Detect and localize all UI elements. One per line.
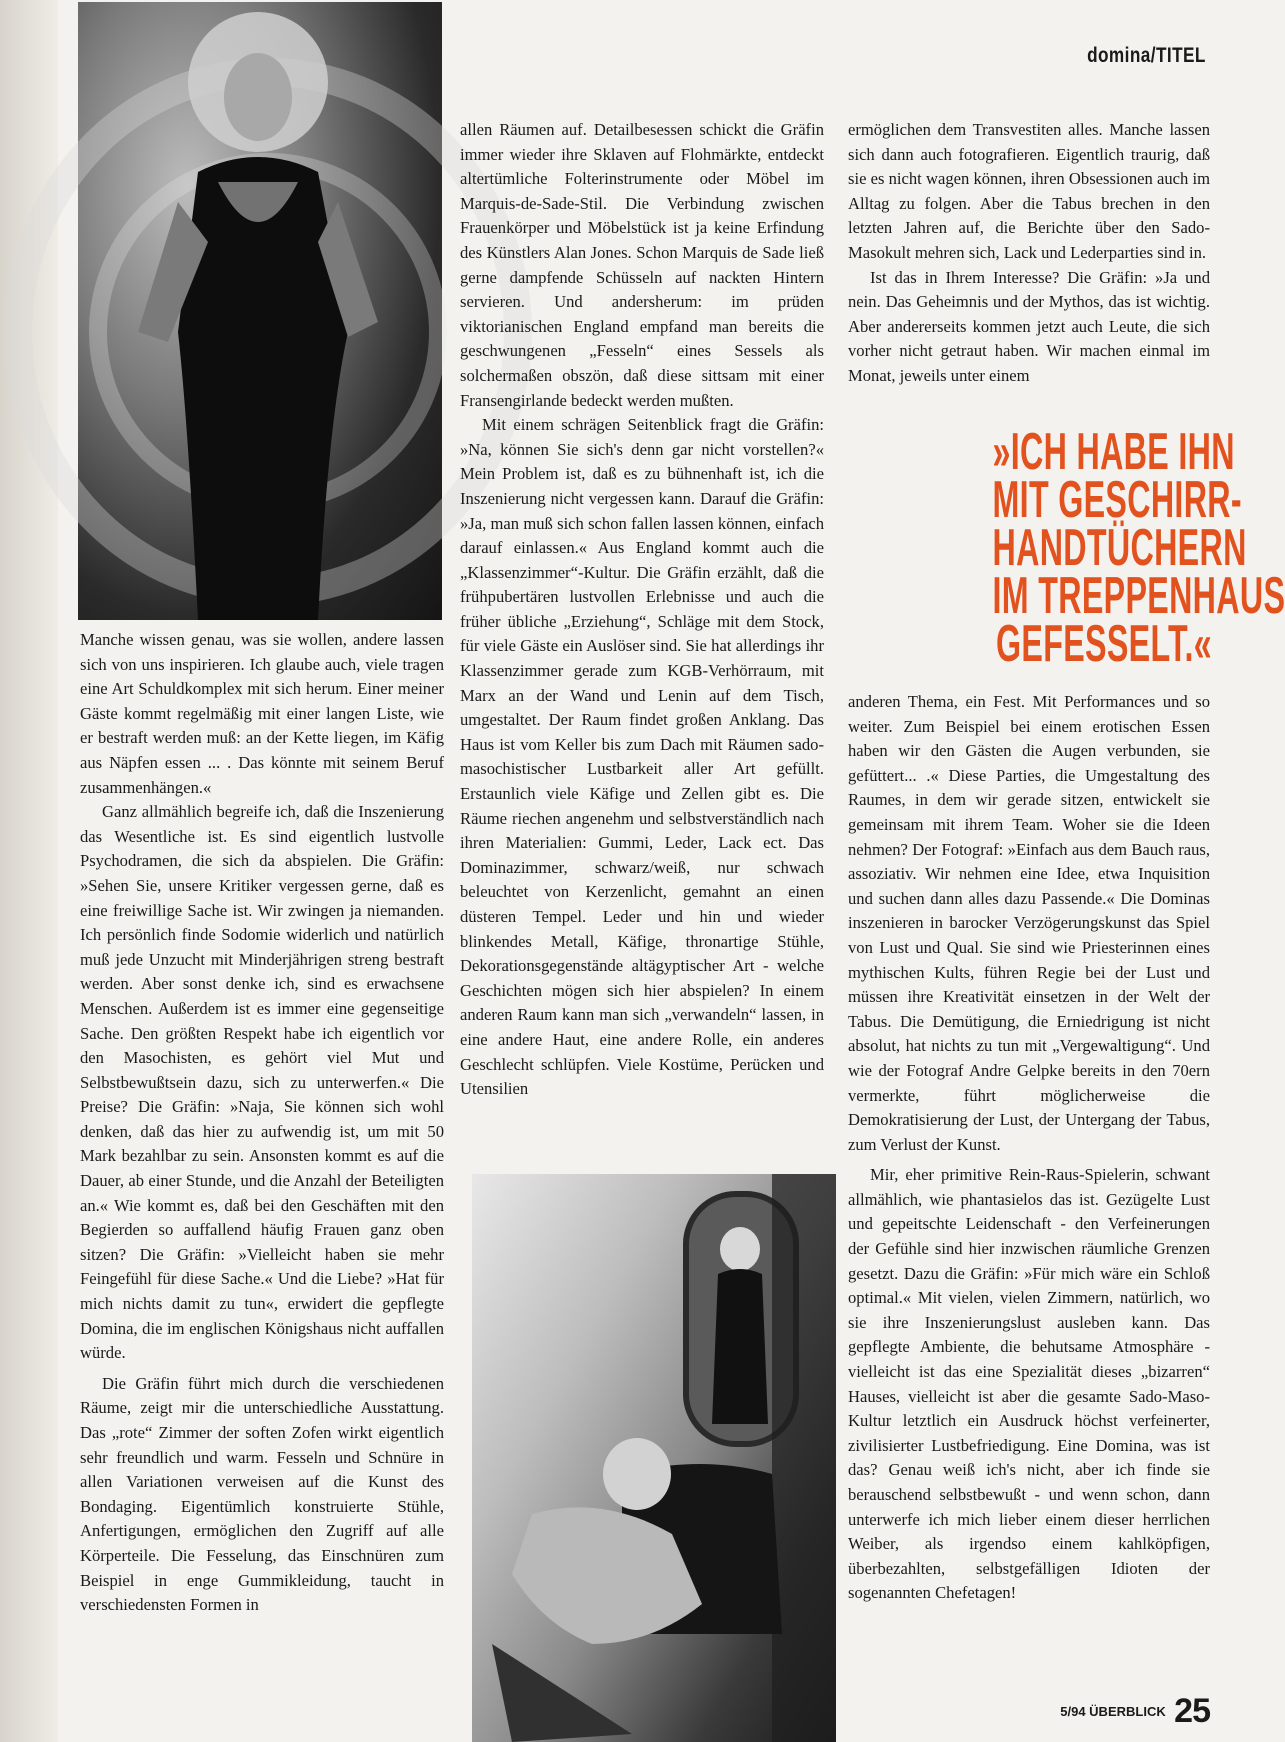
paragraph: allen Räumen auf. Detailbesessen schickt die Gräfin immer wieder ihre Sklaven auf Flohmärkte, entdeckt altertümliche Folterinstrumente oder Möbel im Marquis-de-Sade-Stil. Die Verbindung zwischen Frauenkörper und Möbelstück ist ja keine Erfindung des Künstlers Alan Jones. Schon Marquis de Sade ließ gerne dampfende Schüsseln auf nackten Hintern servieren. Und andersherum: im prüden viktorianischen England empfand man bereits die geschwungenen „Fesseln“ eines Sessels als solchermaßen obszön, daß diese sittsam mit einer Fransengirlande bedeckt werden mußten.	[460, 120, 824, 410]
paragraph: Manche wissen genau, was sie wollen, andere lassen sich von uns inspirieren. Ich glaube auch, viele tragen eine Art Schuldkomplex mit sich herum. Einer meiner Gäste kommt regelmäßig mit einer langen Liste, wie er bestraft werden muß: an der Kette liegen, im Käfig aus Näpfen essen ... . Das könnte mit seinem Beruf zusammenhängen.«	[80, 630, 444, 797]
pull-quote-line: MIT GESCHIRR-	[992, 471, 1242, 529]
paragraph: anderen Thema, ein Fest. Mit Performances und so weiter. Zum Beispiel bei einem erotischen Essen haben wir den Gästen die Augen verbunden, sie gefüttert... .« Diese Parties, die Umgestaltung des Raumes, in dem wir gerade sitzen, entwickelt sie gemeinsam mit ihrem Team. Woher sie die Ideen nehmen? Der Fotograf: »Einfach aus dem Bauch raus, assoziativ. Wir nehmen eine Idee, etwa Inquisition und suchen dann alles dazu Passende.« Die Dominas inszenieren in barocker Verzögerungskunst das Spiel von Lust und Qual. Sie sind wie Priesterinnen eines mythischen Kults, führen Regie bei der Lust und müssen ihre Kreativität einsetzen in der Welt der Tabus. Die Demütigung, die Erniedrigung ist nicht absolut, hat nichts zu tun mit „Vergewaltigung“. Und wie der Fotograf Andre Gelpke bereits in den 70ern vermerkte, führt möglicherweise die Demokratisierung der Lust, der Untergang der Tabus, zum Verlust der Kunst.	[848, 692, 1210, 1154]
pull-quote-line: GEFESSELT.«	[995, 615, 1212, 673]
paragraph: Ist das in Ihrem Interesse? Die Gräfin: »Ja und nein. Das Geheimnis und der Mythos, das ist wichtig. Aber andererseits kommen jetzt auch Leute, die sich vorher nicht getraut haben. Wir machen einmal im Monat, jeweils unter einem	[848, 267, 1210, 385]
article-column-1	[80, 628, 444, 1618]
portrait-photo-icon	[78, 2, 442, 620]
pull-quote-line: HANDTÜCHERN	[992, 519, 1247, 577]
pull-quote-line: IM TREPPENHAUS	[992, 567, 1285, 625]
pull-quote-line: »ICH HABE IHN	[992, 423, 1235, 481]
article-column-2	[460, 118, 824, 1102]
page-folio	[1060, 1692, 1210, 1731]
paragraph: ermöglichen dem Transvestiten alles. Manche lassen sich dann auch fotografieren. Eigentlich traurig, daß sie es nicht wagen können, ihren Obsessionen auch im Alltag zu folgen. Aber die Tabus brechen in den letzten Jahren auf, die Berichte über den Sado-Masokult mehren sich, Lack und Lederparties sind in.	[848, 120, 1210, 262]
paragraph: Die Gräfin führt mich durch die verschiedenen Räume, zeigt mir die unterschiedliche Ausstattung. Das „rote“ Zimmer der soften Zofen wirkt eigentlich sehr freundlich und warm. Fesseln und Schnüre in allen Variationen verweisen auf die Kunst des Bondaging. Eigentümlich konstruierte Stühle, Anfertigungen, ermöglichen den Zugriff auf alle Körperteile. Die Fesselung, das Einschnüren zum Beispiel in enge Gummikleidung, taucht in verschiedensten Formen in	[80, 1373, 444, 1615]
article-column-3-bottom	[848, 690, 1210, 1606]
issue-label: 5/94 ÜBERBLICK	[1060, 1704, 1166, 1719]
mirror-scene-photo	[472, 1174, 836, 1742]
page-number: 25	[1174, 1692, 1210, 1730]
pull-quote	[992, 423, 1285, 673]
portrait-photo	[78, 2, 442, 620]
section-label: domina/TITEL	[1087, 44, 1206, 67]
article-column-3-top	[848, 118, 1210, 389]
paragraph: Ganz allmählich begreife ich, daß die Inszenierung das Wesentliche ist. Es sind eigentlich lustvolle Psychodramen, die sich da abspielen. Die Gräfin: »Sehen Sie, unsere Kritiker vergessen gerne, daß es eine freiwillige Sache ist. Wir zwingen ja niemanden. Ich persönlich finde Sodomie widerlich und natürlich muß jede Unzucht mit Minderjährigen streng bestraft werden. Aber sonst denke ich, sind es erwachsene Menschen. Außerdem ist es immer eine gegenseitige Sache. Den größten Respekt habe ich eigentlich vor den Masochisten, es gehört viel Mut und Selbstbewußtsein dazu, sich zu unterwerfen.« Die Preise? Die Gräfin: »Naja, Sie können sich wohl denken, daß das hier zu aufwendig ist, um mit 50 Mark bezahlbar zu sein. Ansonsten kommt es auf die Dauer, ab einer Stunde, und die Anzahl der Beteiligten an.« Wie kommt es, daß bei den Geschäften mit den Begierden so auffallend häufig Frauen ganz oben sitzen? Die Gräfin: »Vielleicht haben sie mehr Feingefühl für diese Sache.« Und die Liebe? »Hat für mich nichts damit zu tun«, erwidert die gepflegte Domina, die im englischen Königshaus nicht auffallen würde.	[80, 802, 444, 1363]
paragraph: Mir, eher primitive Rein-Raus-Spielerin, schwant allmählich, wie phantasielos das ist. Gezügelte Lust und gepeitschte Leidenschaft - den Verfeinerungen der Gefühle sind hier inzwischen räumliche Grenzen gesetzt. Dazu die Gräfin: »Für mich wäre ein Schloß optimal.« Mit vielen, vielen Zimmern, natürlich, wo sie ihre Inszenierungslust ausleben kann. Das gepflegte Ambiente, die behutsame Atmosphäre - vielleicht ist das eine Spezialität dieses „bizarren“ Hauses, vielleicht ist aber die gesamte Sado-Maso-Kultur letztlich ein Ausdruck höchst verfeinerter, zivilisierter Lustbefriedigung. Eine Domina, was ist das? Genau weiß ich's nicht, aber ich finde sie berauschend selbstbewußt - und wenn schon, dann unterwerfe ich mich lieber einem dieser herrlichen Weiber, als irgendso einem kahlköpfigen, überbezahlten, selbstgefälligen Idioten der sogenannten Chefetagen!	[848, 1165, 1210, 1603]
paragraph: Mit einem schrägen Seitenblick fragt die Gräfin: »Na, können Sie sich's denn gar nicht vorstellen?« Mein Problem ist, daß es zu bühnenhaft ist, ich die Inszenierung nicht vergessen kann. Darauf die Gräfin: »Ja, man muß sich schon fallen lassen können, einfach darauf einlassen.« Aus England kommt auch die „Klassenzimmer“-Kultur. Die Gräfin erzählt, daß die frühpubertären lustvollen Erlebnisse und auch die früher übliche „Erziehung“, Schläge mit dem Stock, für viele Gäste ein Auslöser sind. Sie hat allerdings ihr Klassenzimmer gerade zum KGB-Verhörraum, mit Marx an der Wand und Lenin auf dem Tisch, umgestaltet. Der Raum findet großen Anklang. Das Haus ist vom Keller bis zum Dach mit Räumen sado-masochistischer Lustbarkeit aller Art gefüllt. Erstaunlich viele Käfige und Zellen gibt es. Die Räume riechen angenehm und selbstverständlich nach ihren Materialien: Gummi, Leder, Lack ect. Das Dominazimmer, schwarz/weiß, nur schwach beleuchtet von Kerzenlicht, gemahnt an einen düsteren Tempel. Leder und hin und wieder blinkendes Metall, Käfige, thronartige Stühle, Dekorationsgegenstände altägyptischer Art - welche Geschichten mögen sich hier abspielen? In einem anderen Raum kann man sich „verwandeln“ lassen, in eine andere Haut, eine andere Rolle, ein anderes Geschlecht schlüpfen. Viele Kostüme, Perücken und Utensilien	[460, 415, 824, 1099]
mirror-scene-photo-icon	[472, 1174, 836, 1742]
